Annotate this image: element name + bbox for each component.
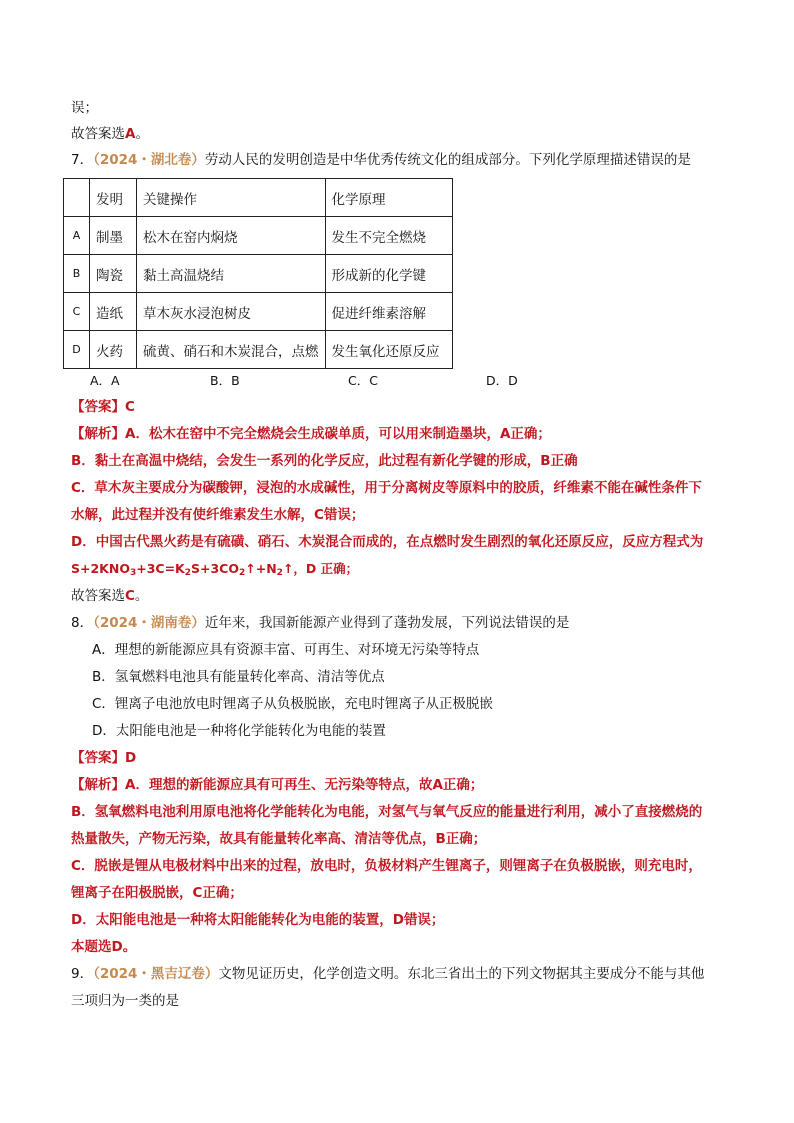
q7-table — [63, 178, 453, 369]
table-row — [64, 217, 453, 255]
table-row — [64, 293, 453, 331]
table-cell: 促进纤维素溶解 — [325, 293, 452, 331]
conclusion-letter: C — [125, 588, 135, 604]
analysis-end: 错误； — [323, 507, 365, 523]
equation-subscript: 2 — [238, 568, 246, 578]
analysis-text: D．太阳能电池是一种将太阳能能转化为电能的装置， — [71, 912, 393, 928]
q8-analysis-line — [71, 775, 483, 795]
analysis-label: 【解析】 — [71, 777, 125, 793]
equation-part: ↑+N — [245, 561, 277, 576]
q8-option-b: B．氢氧燃料电池具有能量转化率高、清洁等优点 — [92, 669, 385, 685]
q8-stem-line — [71, 613, 569, 633]
q8-source: （2024・湖南卷） — [93, 615, 205, 631]
analysis-letter: A — [432, 777, 443, 793]
conclusion-end: 。 — [134, 588, 149, 604]
q9-number: 9． — [71, 966, 94, 982]
q9-source: （2024・黑吉辽卷） — [93, 966, 219, 982]
q8-analysis-line — [71, 910, 444, 930]
table-cell: 造纸 — [90, 293, 137, 331]
q7-option-d: D．D — [486, 373, 518, 388]
equation-part: S+3CO — [191, 561, 239, 576]
conclusion-letter: D — [111, 939, 123, 955]
text-line: 误； — [71, 100, 98, 116]
analysis-end: 正确； — [442, 777, 484, 793]
table-header-cell: 关键操作 — [137, 179, 326, 217]
q7-analysis-line — [71, 451, 578, 471]
conclusion-end: 。 — [122, 939, 137, 955]
conclusion-text: 故答案选 — [71, 588, 125, 604]
q9-stem: 文物见证历史，化学创造文明。东北三省出土的下列文物据其主要成分不能与其他 — [218, 966, 705, 982]
conclusion-text: 本题选 — [71, 939, 112, 955]
table-cell: A — [64, 217, 90, 255]
conclusion-text: 故答案选 — [71, 126, 125, 142]
q7-stem-line — [71, 150, 691, 170]
q8-stem: 近年来，我国新能源产业得到了蓬勃发展，下列说法错误的是 — [204, 615, 570, 631]
q8-analysis-line — [71, 829, 486, 849]
q7-option-b: B．B — [210, 373, 240, 388]
table-cell — [64, 179, 90, 217]
analysis-letter: C — [192, 885, 203, 901]
analysis-letter: B — [540, 453, 551, 469]
conclusion-line — [71, 124, 149, 144]
q7-number: 7． — [71, 152, 94, 168]
analysis-end: 错误； — [403, 912, 445, 928]
q8-number: 8． — [71, 615, 94, 631]
table-cell: 硫黄、硝石和木炭混合，点燃 — [137, 331, 326, 369]
analysis-letter: C — [314, 507, 324, 523]
analysis-letter: D — [392, 912, 404, 928]
conclusion-letter: A — [125, 126, 136, 142]
q7-option-c: C．C — [348, 373, 378, 388]
answer-value: D — [125, 750, 137, 766]
q8-option-d: D．太阳能电池是一种将化学能转化为电能的装置 — [92, 723, 386, 739]
q7-analysis-line: C．草木灰主要成分为碳酸钾，浸泡的水成碱性，用于分离树皮等原料中的胶质，纤维素不能在碱性条件下 — [71, 480, 702, 496]
analysis-label: 【解析】 — [71, 426, 125, 442]
q7-source: （2024・湖北卷） — [93, 152, 205, 168]
table-cell: 草木灰水浸泡树皮 — [137, 293, 326, 331]
q9-stem-line — [71, 964, 704, 984]
answer-label: 【答案】 — [71, 399, 125, 415]
q8-analysis-line: C．脱嵌是锂从电极材料中出来的过程，放电时，负极材料产生锂离子，则锂离子在负极脱嵌，则充电时， — [71, 858, 702, 874]
analysis-letter: B — [435, 831, 446, 847]
table-cell: 陶瓷 — [90, 255, 137, 293]
equation-subscript: 2 — [276, 568, 283, 578]
table-cell: D — [64, 331, 90, 369]
analysis-text: B．黏土在高温中烧结，会发生一系列的化学反应，此过程有新化学键的形成， — [71, 453, 541, 469]
q7-analysis-line: D．中国古代黑火药是有硫磺、硝石、木炭混合而成的，在点燃时发生剧烈的氧化还原反应，反应方程式为 — [71, 534, 704, 550]
analysis-text: 水解，此过程并没有使纤维素发生水解， — [71, 507, 314, 523]
table-cell: 火药 — [90, 331, 137, 369]
table-header-cell: 发明 — [90, 179, 137, 217]
q7-option-a: A．A — [90, 373, 120, 388]
table-cell: 松木在窑内焖烧 — [137, 217, 326, 255]
q7-analysis-line — [71, 424, 551, 444]
q7-conclusion — [71, 586, 148, 606]
analysis-end: 正确； — [202, 885, 243, 901]
q7-analysis-line — [71, 505, 364, 525]
table-cell: 黏土高温烧结 — [137, 255, 326, 293]
q8-analysis-line — [71, 883, 243, 903]
answer-label: 【答案】 — [71, 750, 125, 766]
table-row — [64, 255, 453, 293]
table-cell: 形成新的化学键 — [325, 255, 452, 293]
table-cell: 制墨 — [90, 217, 137, 255]
q8-option-c: C．锂离子电池放电时锂离子从负极脱嵌，充电时锂离子从正极脱嵌 — [92, 696, 493, 712]
equation-part: S+2KNO — [71, 561, 130, 576]
analysis-text: 锂离子在阳极脱嵌， — [71, 885, 193, 901]
q8-conclusion — [71, 937, 136, 957]
table-cell: 发生不完全燃烧 — [325, 217, 452, 255]
answer-value: C — [125, 399, 135, 415]
analysis-text: 热量散失，产物无污染，故具有能量转化率高、清洁等优点， — [71, 831, 436, 847]
analysis-text: A．松木在窑中不完全燃烧会生成碳单质，可以用来制造墨块， — [125, 426, 500, 442]
table-row — [64, 331, 453, 369]
q8-analysis-line: B．氢氧燃料电池利用原电池将化学能转化为电能，对氢气与氧气反应的能量进行利用，减小了直接燃烧的 — [71, 804, 703, 820]
conclusion-end: 。 — [135, 126, 149, 142]
analysis-end: 正确； — [510, 426, 551, 442]
q8-option-a: A．理想的新能源应具有资源丰富、可再生、对环境无污染等特点 — [92, 642, 480, 658]
analysis-letter: A — [499, 426, 511, 442]
analysis-end: 正确 — [550, 453, 578, 469]
q8-answer — [71, 748, 136, 768]
q9-stem-line-2: 三项归为一类的是 — [71, 993, 179, 1009]
analysis-text: A．理想的新能源应具有可再生、无污染等特点，故 — [125, 777, 433, 793]
table-header-row — [64, 179, 453, 217]
table-cell: C — [64, 293, 90, 331]
q7-answer — [71, 397, 135, 417]
equation-subscript: 3 — [129, 568, 137, 578]
q7-equation — [71, 559, 358, 583]
table-cell: B — [64, 255, 90, 293]
analysis-end: 正确； — [445, 831, 487, 847]
equation-part: ↑ — [282, 561, 294, 576]
equation-subscript: 2 — [184, 568, 191, 578]
q7-stem: 劳动人民的发明创造是中华优秀传统文化的组成部分。下列化学原理描述错误的是 — [204, 152, 691, 168]
equation-tail: ，D 正确； — [293, 561, 359, 576]
table-cell: 发生氧化还原反应 — [325, 331, 452, 369]
table-header-cell: 化学原理 — [325, 179, 452, 217]
equation-part: +3C=K — [136, 561, 185, 576]
